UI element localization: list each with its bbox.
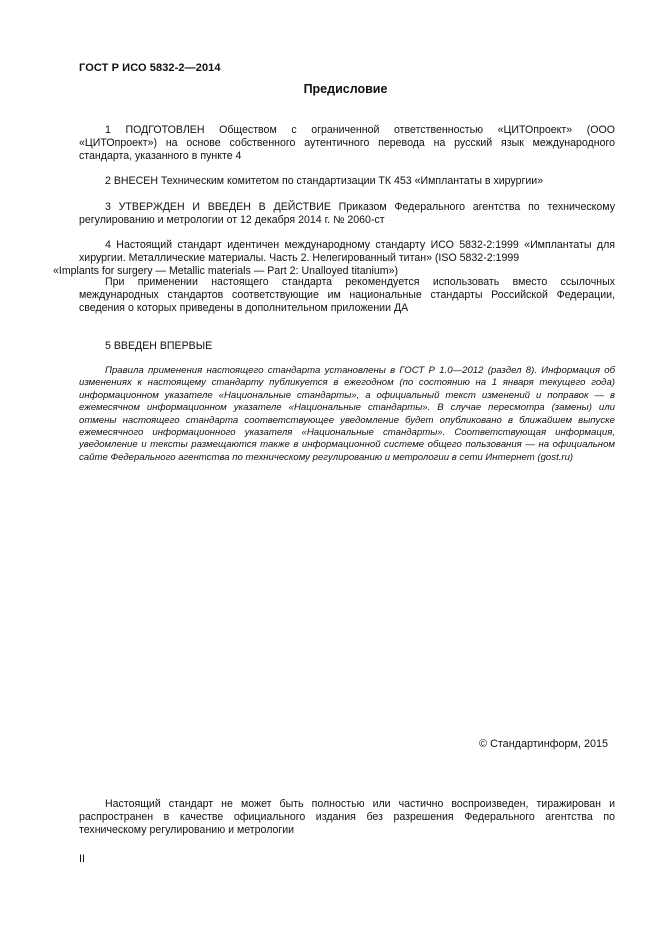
page-number: II: [79, 853, 86, 865]
page-title: Предисловие: [303, 82, 388, 96]
section-4-line-1: 4 Настоящий стандарт идентичен международному стандарту ИСО 5832-2:1999 «Имплантаты для хирургии. Металлические материалы. Часть 2. Нелегированный титан» (ISO 5832-2:1999: [79, 239, 615, 264]
section-2: 2 ВНЕСЕН Техническим комитетом по стандартизации ТК 453 «Имплантаты в хирургии»: [105, 175, 544, 187]
section-1-line-1: 1 ПОДГОТОВЛЕН Обществом с ограниченной ответственностью «ЦИТОпроект» (ООО: [105, 124, 615, 136]
document-code: ГОСТ Р ИСО 5832-2—2014: [79, 62, 221, 74]
reproduction-notice: Настоящий стандарт не может быть полностью или частично воспроизведен, тиражирован и распространен в качестве официального издания без разрешения Федерального агентства по техническому регулированию и метрологии: [79, 798, 615, 836]
section-4-line-2: «Implants for surgery — Metallic materials — Part 2: Unalloyed titanium»): [53, 265, 399, 277]
application-rules: Правила применения настоящего стандарта установлены в ГОСТ Р 1.0—2012 (раздел 8). Информация об изменениях к настоящему стандарту публикуется в ежегодном (по состоянию на 1 января текущего года) информационном указателе «Национальные стандарты», а официальный текст изменений и поправок — в ежемесячном информационном указателе «Национальные стандарты». В случае пересмотра (замены) или отмены настоящего стандарта соответствующее уведомление будет опубликовано в ближайшем выпуске ежемесячного информационного указателя «Национальные стандарты». Соответствующая информация, уведомление и тексты размещаются также в информационной системе общего пользования — на официальном сайте Федерального агентства по техническому регулированию и метрологии в сети Интернет (gost.ru): [79, 365, 615, 463]
section-3: 3 УТВЕРЖДЕН И ВВЕДЕН В ДЕЙСТВИЕ Приказом Федерального агентства по техническому регулированию и метрологии от 12 декабря 2014 г. № 2060-ст: [79, 201, 615, 226]
copyright: © Стандартинформ, 2015: [479, 738, 608, 750]
section-5: 5 ВВЕДЕН ВПЕРВЫЕ: [105, 340, 213, 352]
section-4-note: При применении настоящего стандарта рекомендуется использовать вместо ссылочных международных стандартов соответствующие им национальные стандарты Российской Федерации, сведения о которых приведены в дополнительном приложении ДА: [79, 276, 615, 314]
section-4: [53, 239, 615, 278]
section-1-line-2: «ЦИТОпроект») на основе собственного аутентичного перевода на русский язык международного стандарта, указанного в пункте 4: [79, 137, 615, 162]
section-1: [79, 124, 615, 163]
